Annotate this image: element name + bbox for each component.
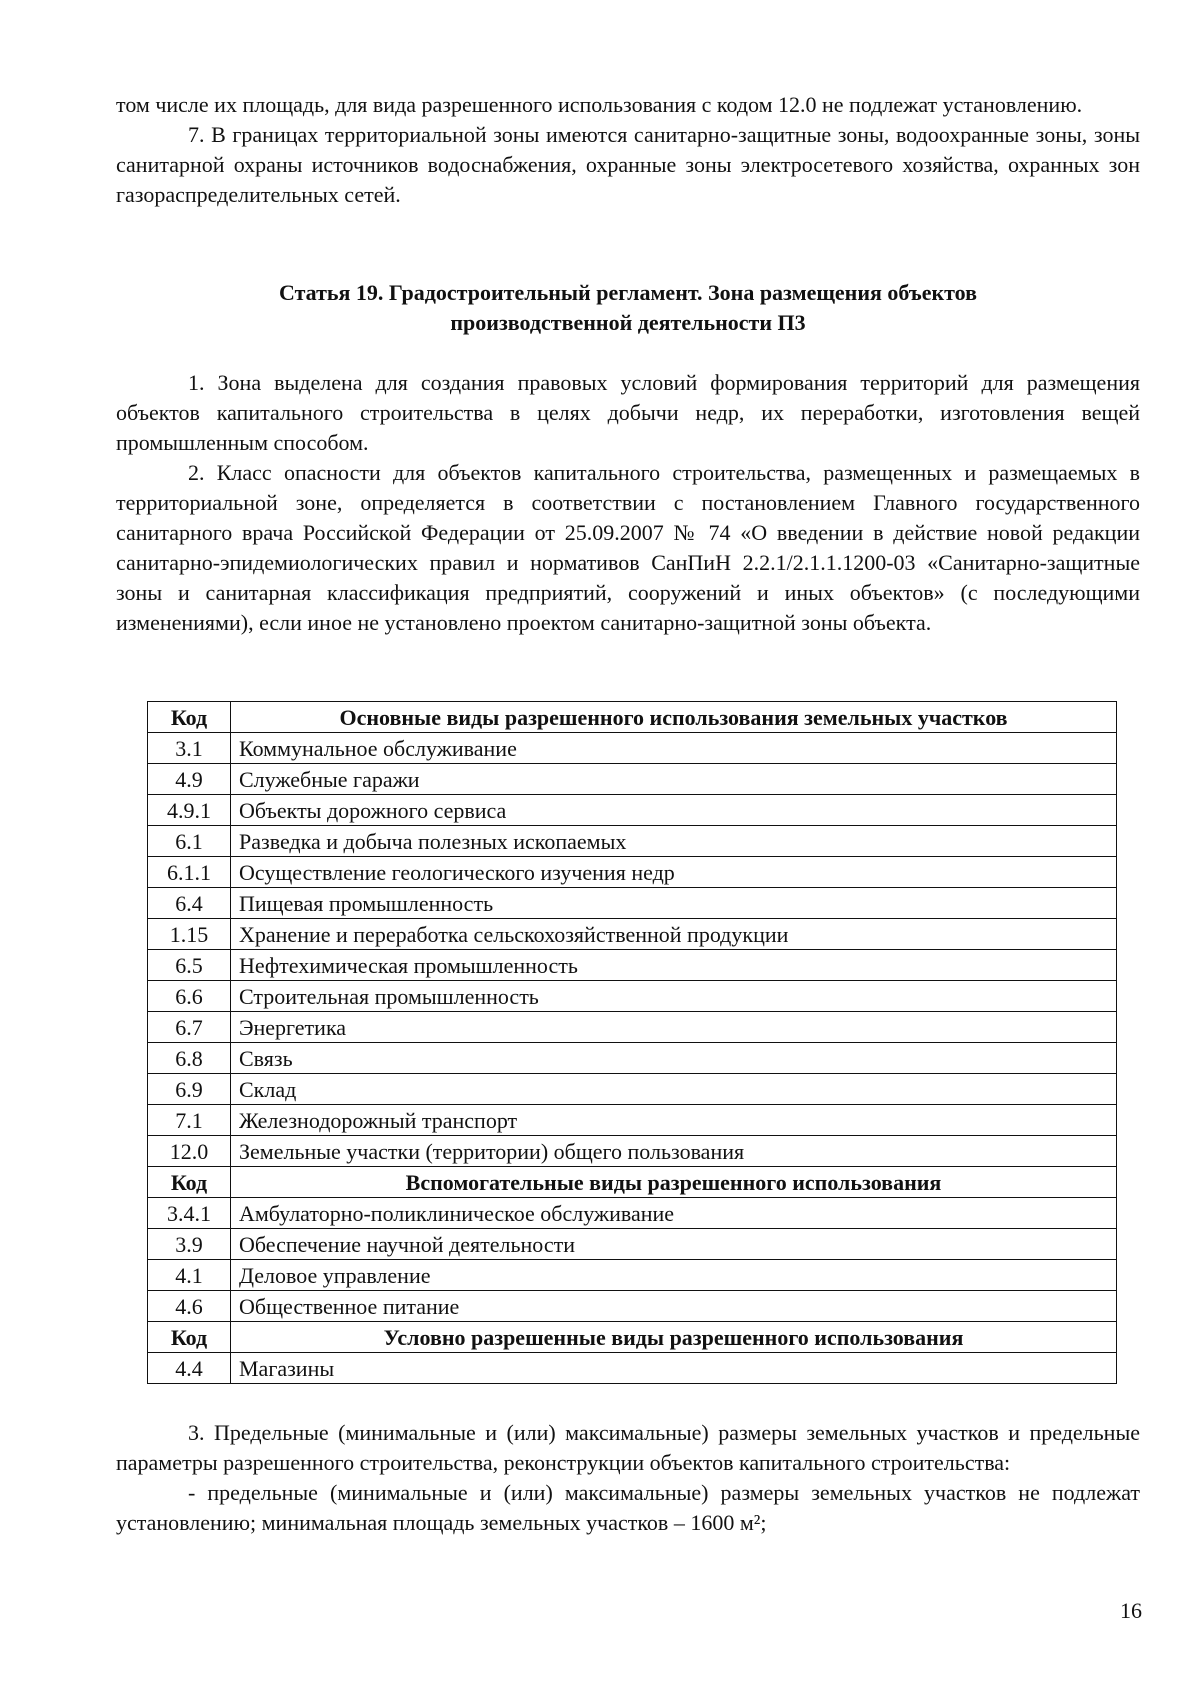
use-name-cell: Нефтехимическая промышленность	[231, 950, 1117, 981]
table-row	[148, 1198, 1117, 1229]
use-name-cell: Энергетика	[231, 1012, 1117, 1043]
use-code-cell: 3.1	[148, 733, 231, 764]
intro-paragraph-1: том числе их площадь, для вида разрешенного использования с кодом 12.0 не подлежат установлению.	[116, 92, 1083, 117]
use-code-cell: 1.15	[148, 919, 231, 950]
body-paragraph-2: 2. Класс опасности для объектов капитального строительства, размещенных и размещаемых в территориальной зоне, определяется в соответствии с постановлением Главного государственного санитарного врача Российской Федерации от 25.09.2007 № 74 «О введении в действие новой редакции санитарно-эпидемиологических правил и нормативов СанПиН 2.2.1/2.1.1.1200-03 «Санитарно-защитные зоны и санитарная классификация предприятий, сооружений и иных объектов» (с последующими изменениями), если иное не установлено проектом санитарно-защитной зоны объекта.	[116, 460, 1140, 635]
use-name-cell: Пищевая промышленность	[231, 888, 1117, 919]
use-code-cell: 6.1	[148, 826, 231, 857]
use-code-cell: 6.7	[148, 1012, 231, 1043]
code-column-header: Код	[148, 702, 231, 733]
use-name-cell: Осуществление геологического изучения недр	[231, 857, 1117, 888]
use-name-cell: Деловое управление	[231, 1260, 1117, 1291]
code-column-header: Код	[148, 1167, 231, 1198]
table-row	[148, 1136, 1117, 1167]
use-code-cell: 4.1	[148, 1260, 231, 1291]
code-column-header: Код	[148, 1322, 231, 1353]
after-table-text	[116, 1418, 1140, 1538]
use-name-cell: Связь	[231, 1043, 1117, 1074]
article-heading-line-2: производственной деятельности П3	[450, 310, 806, 335]
table-row	[148, 1291, 1117, 1322]
use-code-cell: 6.9	[148, 1074, 231, 1105]
body-paragraph-3: 3. Предельные (минимальные и (или) максимальные) размеры земельных участков и предельные параметры разрешенного строительства, реконструкции объектов капитального строительства:	[116, 1420, 1140, 1475]
table-row	[148, 888, 1117, 919]
use-name-cell: Магазины	[231, 1353, 1117, 1384]
use-name-cell: Разведка и добыча полезных ископаемых	[231, 826, 1117, 857]
section-title: Условно разрешенные виды разрешенного использования	[231, 1322, 1117, 1353]
intro-text	[116, 90, 1140, 210]
use-code-cell: 7.1	[148, 1105, 231, 1136]
table-row	[148, 795, 1117, 826]
use-code-cell: 4.6	[148, 1291, 231, 1322]
section-title: Вспомогательные виды разрешенного использования	[231, 1167, 1117, 1198]
use-code-cell: 4.9	[148, 764, 231, 795]
use-code-cell: 3.4.1	[148, 1198, 231, 1229]
intro-paragraph-7: 7. В границах территориальной зоны имеются санитарно-защитные зоны, водоохранные зоны, зоны санитарной охраны источников водоснабжения, охранные зоны электросетевого хозяйства, охранных зон газораспределительных сетей.	[116, 122, 1140, 207]
table-row	[148, 1074, 1117, 1105]
use-code-cell: 3.9	[148, 1229, 231, 1260]
page-number: 16	[1120, 1598, 1142, 1623]
article-heading	[116, 278, 1140, 338]
use-name-cell: Железнодорожный транспорт	[231, 1105, 1117, 1136]
table-row	[148, 826, 1117, 857]
use-code-cell: 6.6	[148, 981, 231, 1012]
use-code-cell: 6.4	[148, 888, 231, 919]
body-paragraph-4: - предельные (минимальные и (или) максимальные) размеры земельных участков не подлежат установлению; минимальная площадь земельных участков – 1600 м²;	[116, 1480, 1140, 1535]
table-row	[148, 1229, 1117, 1260]
table-row	[148, 1043, 1117, 1074]
table-row	[148, 981, 1117, 1012]
article-body	[116, 368, 1140, 638]
table-row	[148, 1105, 1117, 1136]
use-name-cell: Служебные гаражи	[231, 764, 1117, 795]
use-name-cell: Хранение и переработка сельскохозяйственной продукции	[231, 919, 1117, 950]
use-name-cell: Амбулаторно-поликлиническое обслуживание	[231, 1198, 1117, 1229]
table-row	[148, 919, 1117, 950]
table-row	[148, 857, 1117, 888]
use-name-cell: Коммунальное обслуживание	[231, 733, 1117, 764]
body-paragraph-1: 1. Зона выделена для создания правовых условий формирования территорий для размещения объектов капитального строительства в целях добычи недр, их переработки, изготовления вещей промышленным способом.	[116, 370, 1140, 455]
table-row	[148, 950, 1117, 981]
use-code-cell: 6.8	[148, 1043, 231, 1074]
use-name-cell: Общественное питание	[231, 1291, 1117, 1322]
table-row	[148, 1353, 1117, 1384]
use-code-cell: 6.5	[148, 950, 231, 981]
table-section-header	[148, 1167, 1117, 1198]
use-name-cell: Объекты дорожного сервиса	[231, 795, 1117, 826]
table-section-header	[148, 702, 1117, 733]
use-code-cell: 4.4	[148, 1353, 231, 1384]
use-name-cell: Строительная промышленность	[231, 981, 1117, 1012]
use-code-cell: 6.1.1	[148, 857, 231, 888]
table-row	[148, 1260, 1117, 1291]
land-use-table	[147, 701, 1117, 1384]
table-row	[148, 764, 1117, 795]
section-title: Основные виды разрешенного использования земельных участков	[231, 702, 1117, 733]
use-name-cell: Склад	[231, 1074, 1117, 1105]
use-name-cell: Земельные участки (территории) общего пользования	[231, 1136, 1117, 1167]
table-row	[148, 1012, 1117, 1043]
use-code-cell: 4.9.1	[148, 795, 231, 826]
article-heading-line-1: Статья 19. Градостроительный регламент. Зона размещения объектов	[278, 280, 977, 305]
use-code-cell: 12.0	[148, 1136, 231, 1167]
use-name-cell: Обеспечение научной деятельности	[231, 1229, 1117, 1260]
table-section-header	[148, 1322, 1117, 1353]
table-row	[148, 733, 1117, 764]
